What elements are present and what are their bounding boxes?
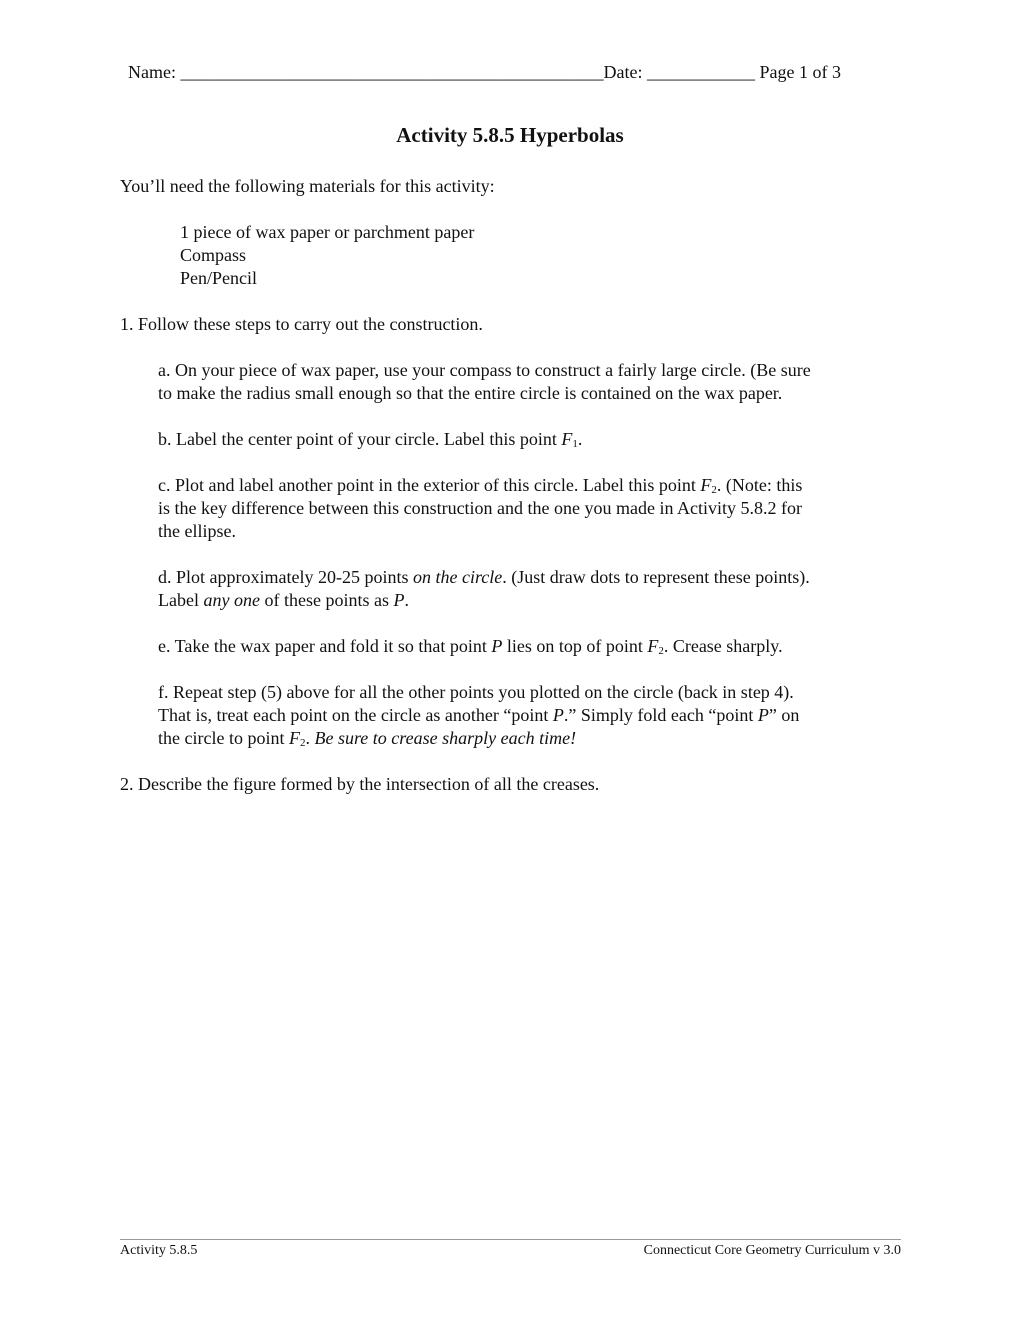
var-f: F [561,429,573,449]
step-e-text-mid: lies on top of point [502,636,648,656]
step-c-text: c. Plot and label another point in the exterior of this circle. Label this point [158,475,701,495]
var-p: P [552,705,564,725]
var-f: F [288,728,300,748]
subscript: 2 [711,484,717,496]
step-d-text-post: . (Just draw dots to represent these points). [502,567,810,587]
emphasis: Be sure to crease sharply each time! [314,728,577,748]
name-label: Name: [128,62,176,82]
header-line [128,61,841,84]
step-d-line-1 [158,566,810,589]
step-f-text-mid: .” Simply fold each “point [563,705,758,725]
step-c-line-2: is the key difference between this construction and the one you made in Activity 5.8.2 for [158,498,802,518]
var-p: P [757,705,769,725]
footer-left: Activity 5.8.5 [120,1243,198,1258]
material-item: 1 piece of wax paper or parchment paper [180,222,475,242]
step-d-text: d. Plot approximately 20-25 points [158,567,413,587]
subscript: 1 [572,438,578,450]
label-text-mid: of these points as [259,590,394,610]
footer-right: Connecticut Core Geometry Curriculum v 3.0 [643,1243,901,1258]
step-f-text: That is, treat each point on the circle as another “point [158,705,553,725]
step-e [158,635,783,663]
step-e-text-post: . Crease sharply. [663,636,783,656]
var-f: F [700,475,712,495]
date-blank: ____________ [646,62,755,82]
step-f-line-1: f. Repeat step (5) above for all the other points you plotted on the circle (back in step 4). [158,682,794,702]
name-blank: _______________________________________________ [180,62,604,82]
material-item: Compass [180,245,247,265]
spacer-text: . [305,728,315,748]
step-c-note: . (Note: this [716,475,803,495]
footer-divider [120,1239,901,1240]
subscript: 2 [299,737,306,749]
var-p: P [491,636,503,656]
var-f: F [647,636,659,656]
page-indicator: Page 1 of 3 [759,62,841,82]
intro-text: You’ll need the following materials for this activity: [120,176,495,196]
step-f-text: the circle to point [158,728,289,748]
period: . [404,590,409,610]
emphasis: any one [203,590,260,610]
subscript: 2 [658,645,664,657]
step-c-line-3: the ellipse. [158,521,236,541]
label-text: Label [158,590,204,610]
step-b-text: b. Label the center point of your circle. Label this point [158,429,562,449]
step-b [158,428,582,456]
step-f-line-2 [158,704,799,727]
period: . [577,429,583,449]
date-label: Date: [603,62,643,82]
step-e-text: e. Take the wax paper and fold it so that point [158,636,492,656]
page-title: Activity 5.8.5 Hyperbolas [396,123,624,147]
step-a-line-2: to make the radius small enough so that the entire circle is contained on the wax paper. [158,383,783,403]
question-2: 2. Describe the figure formed by the intersection of all the creases. [120,774,600,794]
emphasis: on the circle [412,567,503,587]
step-d-line-2 [158,589,409,612]
step-f-text-post: ” on [768,705,800,725]
question-1: 1. Follow these steps to carry out the construction. [120,314,483,334]
material-item: Pen/Pencil [180,268,257,288]
var-p: P [393,590,405,610]
step-a-line-1: a. On your piece of wax paper, use your compass to construct a fairly large circle. (Be sure [158,360,811,380]
step-f-line-3 [158,727,576,755]
